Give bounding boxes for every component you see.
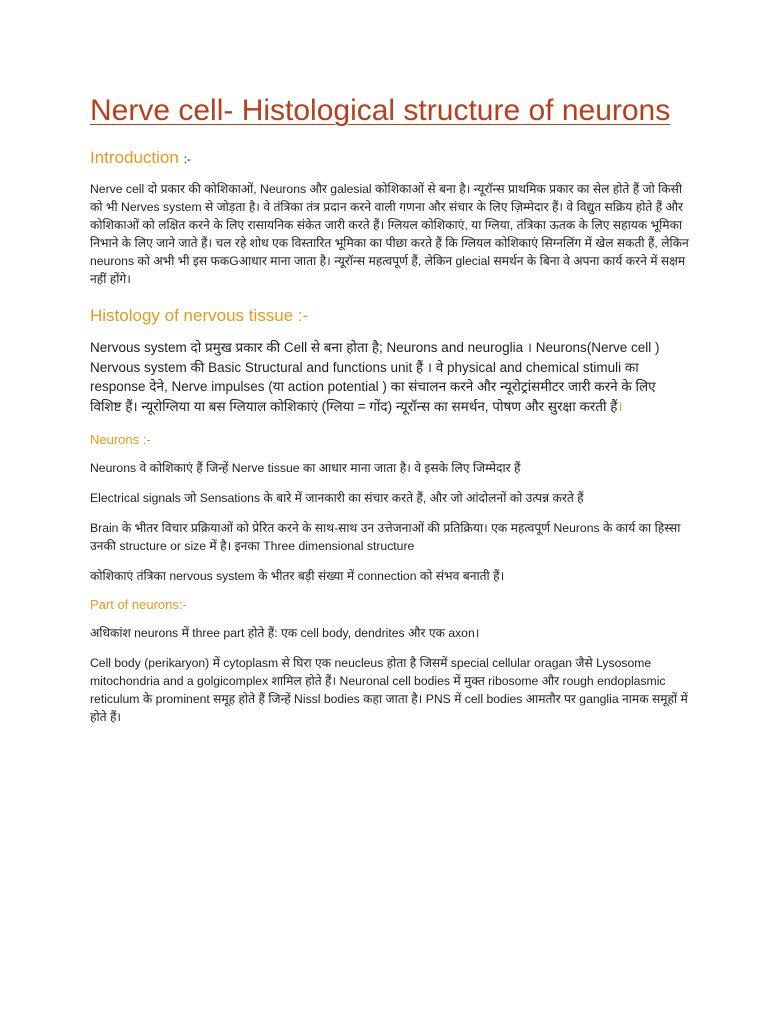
neurons-paragraph: Brain के भीतर विचार प्रक्रियाओं को प्रेरित करने के साथ-साथ उन उत्तेजनाओं की प्रतिक्रिया। एक महत्वपूर्ण Neurons के कार्य का हिस्सा उनकी structure or size में है। इनका Three dimensional structure (90, 521, 681, 553)
introduction-heading-text: Introduction (90, 148, 179, 167)
histology-heading: Histology of nervous tissue :- (90, 306, 309, 325)
parts-paragraph: Cell body (perikaryon) में cytoplasm से घिरा एक neucleus होता है जिसमें special cellular oragan जैसे Lysosome mitochondria and a golgicomplex शामिल होते हैं। Neuronal cell bodies में मुक्त ribosome और rough endoplasmic reticulum के prominent समूह होते हैं जिन्हें Nissl bodies कहा जाता है। PNS में cell bodies आमतौर पर ganglia नामक समूहों में होते हैं। (90, 656, 688, 724)
neurons-paragraph: Electrical signals जो Sensations के बारे में जानकारी का संचार करते हैं, और जो आंदोलनों को उत्पन्न करते हैं (90, 491, 584, 505)
section-introduction (90, 148, 690, 288)
introduction-heading-suffix: :- (183, 152, 191, 166)
neurons-paragraph: कोशिकाएं तंत्रिका nervous system के भीतर बड़ी संख्या में connection को संभव बनाती हैं। (90, 569, 505, 583)
parts-paragraph: अधिकांश neurons में three part होते हैं: एक cell body, dendrites और एक axon। (90, 626, 480, 640)
document-title: Nerve cell- Histological structure of neurons (90, 94, 671, 127)
section-parts (90, 597, 690, 726)
histology-paragraph-text: Nervous system दो प्रमुख प्रकार की Cell से बना होता है; Neurons and neuroglia । Neurons(Nerve cell ) Nervous system की Basic Structural and functions unit हैं । वे physical and chemical stimuli का response देने, Nerve impulses (या action potential ) का संचालन करने और न्यूरोट्रांसमीटर जारी करने के लिए विशिष्ट हैं। न्यूरोग्लिया या बस ग्लियाल कोशिकाएं (ग्लिया = गोंद) न्यूरॉन्स का समर्थन, पोषण और सुरक्षा करती हैं (90, 340, 660, 414)
section-histology (90, 306, 690, 416)
document-page (90, 92, 690, 738)
parts-heading: Part of neurons:- (90, 597, 187, 612)
histology-trailing-mark: । (617, 398, 623, 414)
neurons-paragraph: Neurons वे कोशिकाएं हैं जिन्हें Nerve tissue का आधार माना जाता है। वे इसके लिए जिम्मेदार हैं (90, 461, 521, 475)
neurons-heading: Neurons :- (90, 432, 151, 447)
section-neurons (90, 432, 690, 585)
histology-paragraph (90, 338, 690, 416)
introduction-paragraph: Nerve cell दो प्रकार की कोशिकाओं, Neurons और galesial कोशिकाओं से बना है। न्यूरॉन्स प्राथमिक प्रकार का सेल होते हैं जो किसी को भी Nerves system से जोड़ता है। वे तंत्रिका तंत्र प्रदान करने वाली गणना और संचार के लिए ज़िम्मेदार हैं। वे विद्युत सक्रिय होते हैं और कोशिकाओं को लक्षित करने के लिए रासायनिक संकेत जारी करते हैं। ग्लियल कोशिकाएं, या ग्लिया, तंत्रिका ऊतक के लिए सहायक भूमिका निभाने के लिए जाने जाते हैं। चल रहे शोध एक विस्तारित भूमिका का पीछा करते हैं कि ग्लियल कोशिकाएं सिग्नलिंग में खेल सकती हैं, लेकिन neurons को अभी भी इस फकGआधार माना जाता है। न्यूरॉन्स महत्वपूर्ण हैं, लेकिन glecial समर्थन के बिना वे अपना कार्य करने में सक्षम नहीं होंगे। (90, 182, 689, 286)
introduction-heading (90, 148, 690, 168)
